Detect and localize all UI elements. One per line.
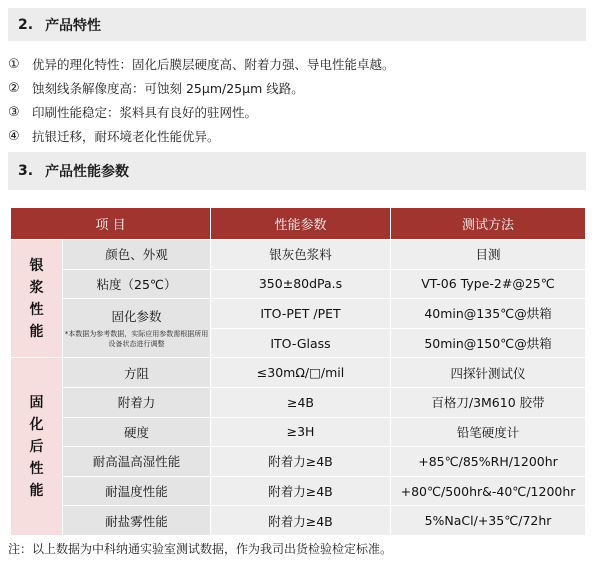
param-name: 方阻 bbox=[63, 358, 211, 388]
param-name: 耐盐雾性能 bbox=[63, 506, 211, 536]
param-name-curing bbox=[63, 299, 211, 358]
param-method: +80℃/500hr&-40℃/1200hr bbox=[391, 476, 586, 506]
section-3-number: 3. bbox=[18, 163, 34, 179]
section-2-title: 产品特性 bbox=[45, 17, 102, 34]
feature-text: 印刷性能稳定：浆料具有良好的驻网性。 bbox=[32, 105, 258, 120]
header-value: 性能参数 bbox=[211, 208, 391, 240]
param-method: +85℃/85%RH/1200hr bbox=[391, 447, 586, 477]
feature-item bbox=[8, 76, 593, 100]
param-method: 目测 bbox=[391, 240, 586, 270]
feature-list bbox=[8, 52, 593, 148]
param-value: ITO-Glass bbox=[211, 328, 391, 358]
param-value: ITO-PET /PET bbox=[211, 299, 391, 329]
table-row bbox=[11, 387, 586, 417]
table-row bbox=[11, 240, 586, 270]
feature-item bbox=[8, 100, 593, 124]
param-name: 硬度 bbox=[63, 417, 211, 447]
group-silver-paste: 银浆性能 bbox=[11, 240, 63, 358]
table-row bbox=[11, 269, 586, 299]
param-name: 附着力 bbox=[63, 387, 211, 417]
param-value: 附着力≥4B bbox=[211, 476, 391, 506]
param-method: 四探针测试仪 bbox=[391, 358, 586, 388]
section-2-header bbox=[8, 8, 586, 41]
param-value: ≤30mΩ/□/mil bbox=[211, 358, 391, 388]
table-row bbox=[11, 476, 586, 506]
param-value: ≥3H bbox=[211, 417, 391, 447]
group-cured: 固化后性能 bbox=[11, 358, 63, 536]
param-method: 5%NaCl/+35℃/72hr bbox=[391, 506, 586, 536]
param-method: 铅笔硬度计 bbox=[391, 417, 586, 447]
table-row bbox=[11, 358, 586, 388]
section-2-number: 2. bbox=[18, 16, 34, 33]
table-row bbox=[11, 417, 586, 447]
param-name: 粘度（25℃） bbox=[63, 269, 211, 299]
section-3-title: 产品性能参数 bbox=[45, 164, 130, 180]
feature-number: ④ bbox=[8, 128, 20, 144]
table-row bbox=[11, 506, 586, 536]
spec-table bbox=[10, 207, 586, 536]
feature-item bbox=[8, 124, 593, 148]
curing-label: 固化参数 bbox=[111, 309, 162, 325]
param-value: 附着力≥4B bbox=[211, 506, 391, 536]
feature-number: ① bbox=[8, 56, 20, 72]
header-item: 项 目 bbox=[11, 208, 211, 240]
feature-text: 优异的理化特性：固化后膜层硬度高、附着力强、导电性能卓越。 bbox=[32, 57, 395, 72]
param-value: 350±80dPa.s bbox=[211, 269, 391, 299]
param-value: 附着力≥4B bbox=[211, 447, 391, 477]
param-method: 百格刀/3M610 胶带 bbox=[391, 387, 586, 417]
feature-text: 抗银迁移，耐环境老化性能优异。 bbox=[32, 129, 220, 144]
header-method: 测试方法 bbox=[391, 208, 586, 240]
param-method: 50min@150℃@烘箱 bbox=[391, 328, 586, 358]
param-name: 耐高温高湿性能 bbox=[63, 447, 211, 477]
curing-note: *本数据为参考数据，实际应用参数需根据所用设备状态进行调整 bbox=[64, 330, 209, 349]
param-name: 耐温度性能 bbox=[63, 476, 211, 506]
table-header-row bbox=[11, 208, 586, 240]
feature-item bbox=[8, 52, 593, 76]
param-value: ≥4B bbox=[211, 387, 391, 417]
table-row bbox=[11, 299, 586, 329]
feature-number: ② bbox=[8, 80, 20, 96]
param-method: VT-06 Type-2#@25℃ bbox=[391, 269, 586, 299]
feature-text: 蚀刻线条解像度高：可蚀刻 25μm/25μm 线路。 bbox=[32, 81, 304, 96]
footnote: 注：以上数据为中科纳通实验室测试数据，作为我司出货检验检定标准。 bbox=[8, 542, 393, 556]
table-row bbox=[11, 447, 586, 477]
param-method: 40min@135℃@烘箱 bbox=[391, 299, 586, 329]
param-name: 颜色、外观 bbox=[63, 240, 211, 270]
section-3-header bbox=[8, 152, 586, 190]
feature-number: ③ bbox=[8, 104, 20, 120]
param-value: 银灰色浆料 bbox=[211, 240, 391, 270]
